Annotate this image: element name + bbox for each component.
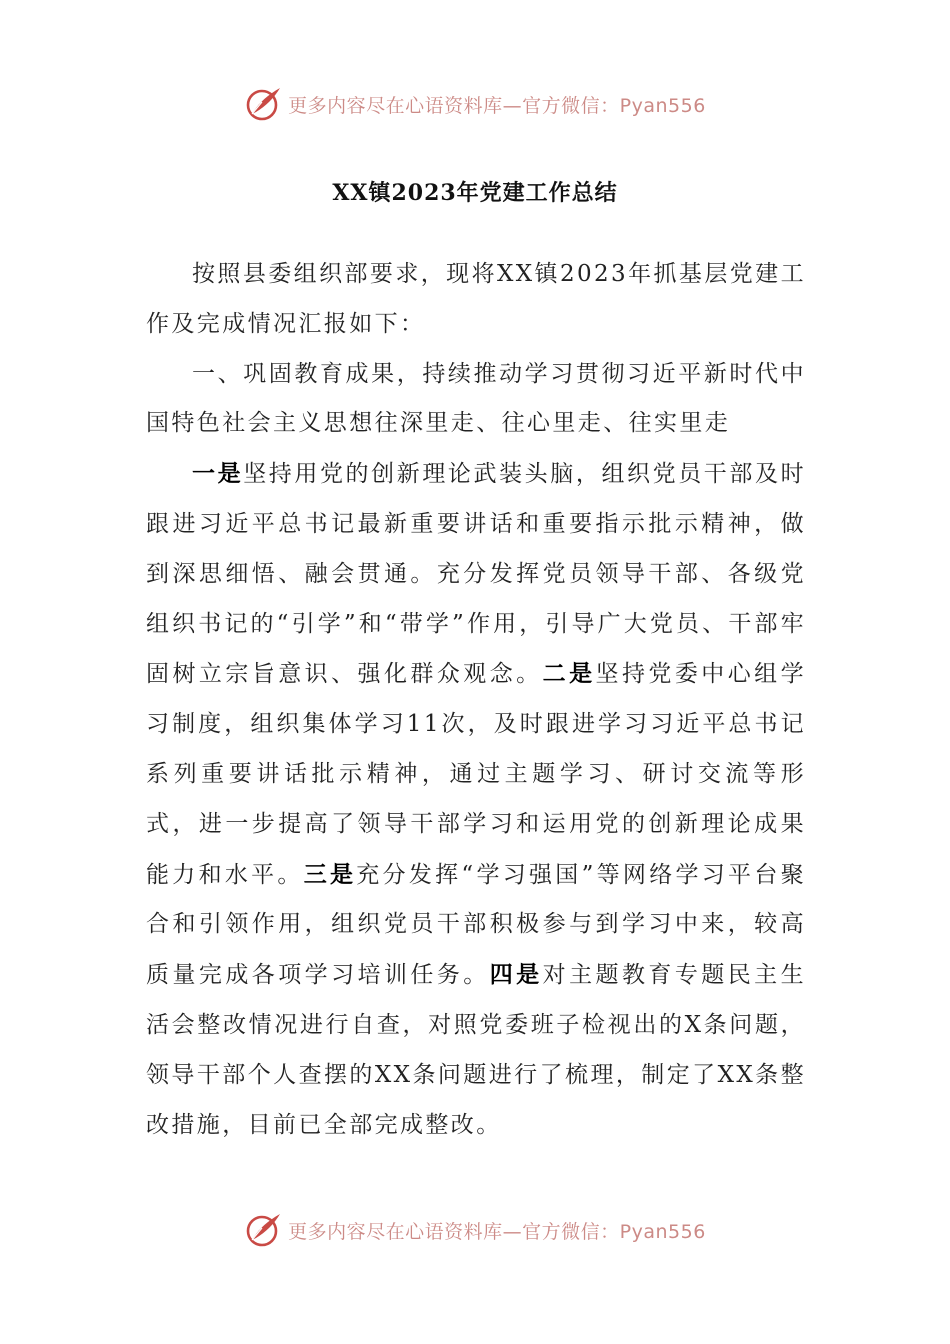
watermark-text: 更多内容尽在心语资料库—官方微信：Pyan556 bbox=[288, 1220, 706, 1243]
items-paragraph bbox=[146, 449, 806, 1150]
document-body bbox=[146, 250, 806, 1150]
item-lead: 二是 bbox=[542, 660, 596, 688]
item-text: 坚持党委中心组学习制度，组织集体学习11次，及时跟进学习习近平总书记系列重要讲话批示精神，通过主题学习、研讨交流等形式，进一步提高了领导干部学习和运用党的创新理论成果能力和水平。 bbox=[146, 661, 807, 888]
item-text: 充分发挥“学习强国”等网络学习平台聚合和引领作用，组织党员干部积极参与到学习中来，较高质量完成各项学习培训任务。 bbox=[146, 861, 807, 989]
item-lead: 三是 bbox=[303, 860, 357, 888]
section-heading: 一、巩固教育成果，持续推动学习贯彻习近平新时代中国特色社会主义思想往深里走、往心里走、往实里走 bbox=[146, 360, 806, 437]
intro-paragraph: 按照县委组织部要求，现将XX镇2023年抓基层党建工作及完成情况汇报如下： bbox=[146, 261, 806, 337]
item-lead: 四是 bbox=[489, 961, 543, 989]
quill-logo-icon bbox=[244, 1210, 284, 1250]
watermark-text: 更多内容尽在心语资料库—官方微信：Pyan556 bbox=[288, 94, 706, 117]
watermark-banner-top bbox=[0, 82, 950, 126]
watermark-banner-bottom bbox=[0, 1208, 950, 1252]
item-text: 对主题教育专题民主生活会整改情况进行自查，对照党委班子检视出的X条问题，领导干部个人查摆的XX条问题进行了梳理，制定了XX条整改措施，目前已全部完成整改。 bbox=[146, 962, 806, 1138]
item-lead: 一是 bbox=[192, 460, 244, 488]
quill-logo-icon bbox=[244, 84, 284, 124]
document-title: XX镇2023年党建工作总结 bbox=[332, 180, 618, 206]
item-text: 坚持用党的创新理论武装头脑，组织党员干部及时跟进习近平总书记最新重要讲话和重要指示批示精神，做到深思细悟、融会贯通。充分发挥党员领导干部、各级党组织书记的“引学”和“带学”作用，引导广大党员、干部牢固树立宗旨意识、强化群众观念。 bbox=[146, 461, 806, 688]
